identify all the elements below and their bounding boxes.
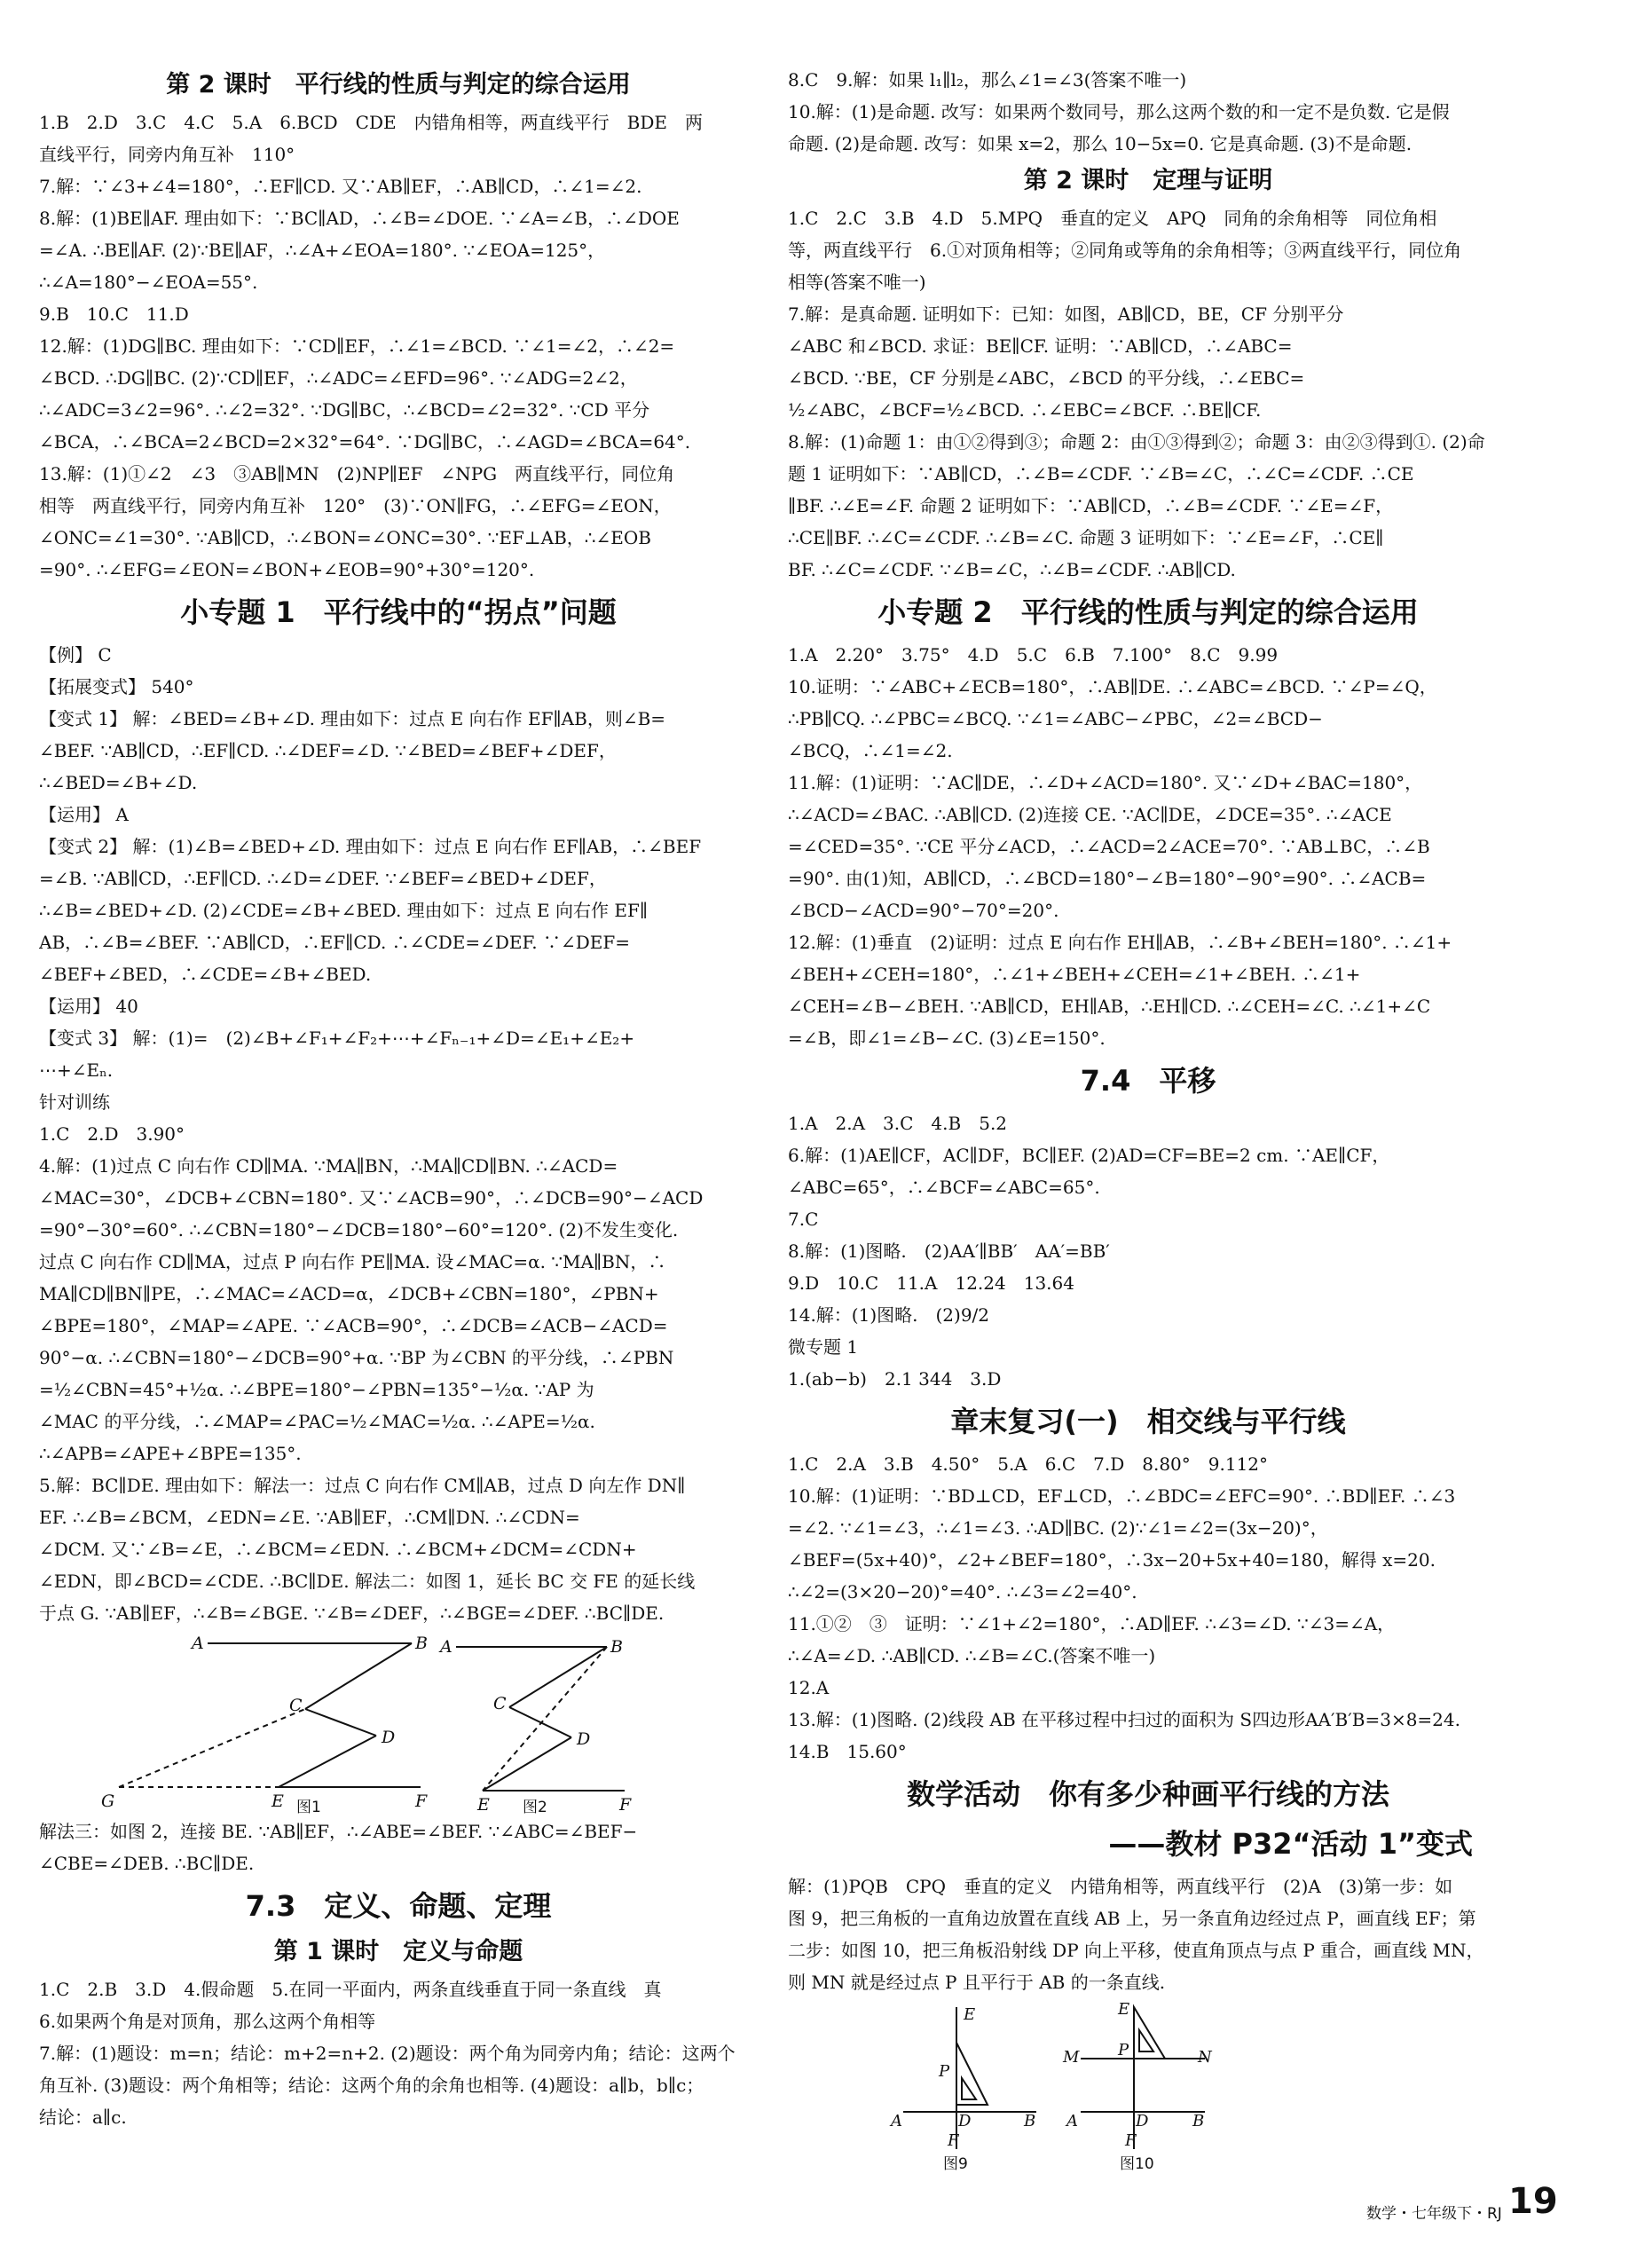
answer-line: 12.解：(1)垂直 (2)证明：过点 E 向右作 EH∥AB，∴∠B+∠BEH=180°. ∴∠1+ [788,932,1452,953]
section-title-chapter-review: 章末复习(一) 相交线与平行线 [950,1405,1346,1438]
answer-line: 命题. (2)是命题. 改写：如果 x=2，那么 10−5x=0. 它是真命题. (3)不是命题. [788,133,1413,154]
answer-line: =∠B，即∠1=∠B−∠C. (3)∠E=150°. [788,1028,1106,1049]
answer-line: 7.解：是真命题. 证明如下：已知：如图，AB∥CD，BE，CF 分别平分 [788,303,1344,325]
answer-line: ∠DCM. 又∵∠B=∠E，∴∠BCM=∠EDN. ∴∠BCM+∠DCM=∠CDN+ [39,1539,637,1560]
section-title-7-4: 7.4 平移 [1080,1064,1216,1098]
answer-line: 结论：a∥c. [39,2107,127,2128]
left-column [39,64,758,2133]
answer-line: ∠BEF+∠BED，∴∠CDE=∠B+∠BED. [39,964,372,985]
answer-line: =∠B. ∵AB∥CD，∴EF∥CD. ∴∠D=∠DEF. ∵∠BEF=∠BED+∠DEF， [39,868,607,889]
answer-line: 【拓展变式】 540° [39,676,194,697]
right-column [788,64,1508,2176]
svg-text:D: D [958,2112,972,2130]
svg-text:D: D [577,1729,591,1749]
svg-text:N: N [1198,2048,1212,2067]
answer-line: ∴∠A=∠D. ∴AB∥CD. ∴∠B=∠C.(答案不唯一) [788,1645,1156,1666]
answer-line: 14.B 15.60° [788,1741,907,1762]
answer-line: 12.解：(1)DG∥BC. 理由如下：∵CD∥EF，∴∠1=∠BCD. ∵∠1=∠2，∴∠2= [39,335,675,357]
answer-line: 13.解：(1)①∠2 ∠3 ③AB∥MN (2)NP∥EF ∠NPG 两直线平行，同位角 [39,463,675,484]
answers-lesson2 [39,106,758,586]
answer-line: ∴∠ACD=∠BAC. ∴AB∥CD. (2)连接 CE. ∵AC∥DE，∠DCE=35°. ∴∠ACE [788,804,1392,825]
answer-line: ∴∠2=(3×20−20)°=40°. ∴∠3=∠2=40°. [788,1581,1137,1603]
svg-text:E: E [1118,2000,1130,2019]
answer-line: 1.A 2.20° 3.75° 4.D 5.C 6.B 7.100° 8.C 9.99 [788,644,1279,665]
answer-line: 1.C 2.D 3.90° [39,1123,185,1145]
answer-line: ∠ONC=∠1=30°. ∵AB∥CD，∴∠BON=∠ONC=30°. ∵EF⊥AB，∴∠EOB [39,527,651,548]
svg-text:B: B [1024,2112,1036,2130]
answer-line: 1.B 2.D 3.C 4.C 5.A 6.BCD CDE 内错角相等，两直线平行 BDE 两 [39,112,703,133]
answer-line: 1.(ab−b) 2.1 344 3.D [788,1368,1002,1390]
answer-line: 7.解：∵∠3+∠4=180°，∴EF∥CD. 又∵AB∥EF，∴AB∥CD，∴∠1=∠2. [39,176,642,197]
answer-line: AB，∴∠B=∠BEF. ∵AB∥CD，∴EF∥CD. ∴∠CDE=∠DEF. ∵∠DEF= [39,932,631,953]
answer-line: 角互补. (3)题设：两个角相等；结论：这两个角的余角也相等. (4)题设：a∥b，b∥c； [39,2075,704,2096]
answer-line: 8.解：(1)图略. (2)AA′∥BB′ AA′=BB′ [788,1240,1110,1262]
answer-line: 等，两直线平行 6.①对顶角相等；②同角或等角的余角相等；③两直线平行，同位角 [788,240,1462,261]
answer-line: 【例】 C [39,644,112,665]
answer-line: 7.C [788,1209,819,1230]
svg-text:B: B [1192,2112,1205,2130]
answers-special-topic-2 [788,639,1508,1054]
svg-text:C: C [493,1694,507,1713]
answer-line: =∠2. ∵∠1=∠3，∴∠1=∠3. ∴AD∥BC. (2)∵∠1=∠2=(3x−20)°， [788,1517,1328,1539]
answer-line: 【运用】 A [39,804,129,825]
figure-2-caption: 图2 [523,1799,547,1815]
answer-line: ∴∠A=180°−∠EOA=55°. [39,272,258,293]
answer-line: ∠BCD. ∴DG∥BC. (2)∵CD∥EF，∴∠ADC=∠EFD=96°. ∵∠ADG=2∠2， [39,367,638,389]
svg-text:A: A [1066,2112,1078,2130]
answer-line: ∠BCQ，∴∠1=∠2. [788,740,953,761]
svg-text:F: F [948,2131,959,2150]
section-title-special-topic-2: 小专题 2 平行线的性质与判定的综合运用 [877,595,1419,629]
answer-line: ∠BCD. ∵BE，CF 分别是∠ABC，∠BCD 的平分线，∴∠EBC= [788,367,1305,389]
section-title-math-activity: 数学活动 你有多少种画平行线的方法 [906,1777,1389,1811]
footer-subject: 数学・七年级下・RJ [1366,2205,1502,2223]
answer-line: 图 9，把三角板的一直角边放置在直线 AB 上，另一条直角边经过点 P，画直线 EF；第 [788,1908,1476,1929]
geometry-figures-1-2 [39,1629,758,1815]
answer-line: =½∠CBN=45°+½α. ∴∠BPE=180°−∠PBN=135°−½α. ∵AP 为 [39,1379,594,1400]
answer-line: 于点 G. ∵AB∥EF，∴∠B=∠BGE. ∵∠B=∠DEF，∴∠BGE=∠DEF. ∴BC∥DE. [39,1603,665,1624]
answer-line: 1.A 2.A 3.C 4.B 5.2 [788,1113,1008,1134]
answer-line: 10.证明：∵∠ABC+∠ECB=180°，∴AB∥DE. ∴∠ABC=∠BCD. ∵∠P=∠Q， [788,676,1437,697]
geometry-figures-9-10 [788,1998,1508,2176]
svg-text:F: F [415,1792,428,1811]
answer-line: 1.C 2.A 3.B 4.50° 5.A 6.C 7.D 8.80° 9.112° [788,1453,1269,1475]
answer-line: 4.解：(1)过点 C 向右作 CD∥MA. ∵MA∥BN，∴MA∥CD∥BN. ∴∠ACD= [39,1155,618,1177]
answer-line: 1.C 2.C 3.B 4.D 5.MPQ 垂直的定义 APQ 同角的余角相等 同位角相 [788,208,1437,229]
svg-text:P: P [939,2062,950,2081]
svg-text:E: E [964,2005,976,2024]
svg-text:E: E [272,1792,284,1811]
answer-line: ∠BEF=(5x+40)°，∠2+∠BEF=180°，∴3x−20+5x+40=180，解得 x=20. [788,1549,1436,1571]
answer-line: =∠A. ∴BE∥AF. (2)∵BE∥AF，∴∠A+∠EOA=180°. ∵∠EOA=125°， [39,240,606,261]
figure-9-caption: 图9 [943,2155,968,2173]
answer-line: ½∠ABC，∠BCF=½∠BCD. ∴∠EBC=∠BCF. ∴BE∥CF. [788,399,1262,421]
svg-text:A: A [891,2112,902,2130]
answer-line: 相等(答案不唯一) [788,272,926,293]
page-number: 19 [1508,2181,1558,2222]
answer-line: ∠BCA，∴∠BCA=2∠BCD=2×32°=64°. ∵DG∥BC，∴∠AGD=∠BCA=64°. [39,431,691,453]
answer-line: 9.D 10.C 11.A 12.24 13.64 [788,1272,1074,1294]
answer-line: =90°. ∴∠EFG=∠EON=∠BON+∠EOB=90°+30°=120°. [39,559,535,580]
answers-top-right [788,64,1508,160]
section-title-theorem-proof: 第 2 课时 定理与证明 [1023,167,1273,194]
svg-text:B: B [415,1634,428,1653]
answers-7-4 [788,1107,1508,1395]
svg-text:G: G [101,1792,115,1811]
answer-line: ∠ABC=65°，∴∠BCF=∠ABC=65°. [788,1177,1100,1198]
answer-line: 相等 两直线平行，同旁内角互补 120° (3)∵ON∥FG，∴∠EFG=∠EON， [39,495,672,516]
svg-text:M: M [1063,2048,1080,2067]
answer-line: =90°. 由(1)知，AB∥CD，∴∠BCD=180°−∠B=180°−90°=90°. ∴∠ACB= [788,868,1427,889]
answer-line: ∠MAC 的平分线，∴∠MAP=∠PAC=½∠MAC=½α. ∴∠APE=½α. [39,1411,595,1432]
svg-text:D: D [382,1728,396,1747]
answer-line: ∠MAC=30°，∠DCB+∠CBN=180°. 又∵∠ACB=90°，∴∠DCB=90°−∠ACD [39,1187,704,1209]
answer-line: 11.解：(1)证明：∵AC∥DE，∴∠D+∠ACD=180°. 又∵∠D+∠BAC=180°， [788,772,1423,793]
answer-line: ∠BEF. ∵AB∥CD，∴EF∥CD. ∴∠DEF=∠D. ∵∠BED=∠BEF+∠DEF， [39,740,617,761]
answer-line: ∴∠B=∠BED+∠D. (2)∠CDE=∠B+∠BED. 理由如下：过点 E 向右作 EF∥ [39,900,649,921]
answer-line: ⋯+∠Eₙ. [39,1059,114,1081]
answer-line: 【运用】 40 [39,996,138,1017]
answer-line: BF. ∴∠C=∠CDF. ∵∠B=∠C，∴∠B=∠CDF. ∴AB∥CD. [788,559,1236,580]
answer-line: EF. ∴∠B=∠BCM，∠EDN=∠E. ∵AB∥EF，∴CM∥DN. ∴∠CDN= [39,1507,580,1528]
svg-text:F: F [619,1795,632,1815]
answer-line: ∴CE∥BF. ∴∠C=∠CDF. ∴∠B=∠C. 命题 3 证明如下：∵∠E=∠F，∴CE∥ [788,527,1384,548]
answer-line: 5.解：BC∥DE. 理由如下：解法一：过点 C 向右作 CM∥AB，过点 D 向左作 DN∥ [39,1475,686,1496]
svg-text:P: P [1118,2041,1129,2059]
answer-line: ∠BEH+∠CEH=180°，∴∠1+∠BEH+∠CEH=∠1+∠BEH. ∴∠1+ [788,964,1361,985]
answer-line: 则 MN 就是经过点 P 且平行于 AB 的一条直线. [788,1972,1166,1993]
answers-special-topic-1 [39,639,758,1629]
answer-line: ∥BF. ∴∠E=∠F. 命题 2 证明如下：∵AB∥CD，∴∠B=∠CDF. ∵∠E=∠F， [788,495,1394,516]
answer-line: 7.解：(1)题设：m=n；结论：m+2=n+2. (2)题设：两个角为同旁内角；结论：这两个 [39,2043,736,2064]
svg-text:E: E [477,1795,490,1815]
answer-line: 90°−α. ∴∠CBN=180°−∠DCB=90°+α. ∵BP 为∠CBN 的平分线，∴∠PBN [39,1347,674,1368]
page-footer [1366,2181,1597,2234]
answer-line: =∠CED=35°. ∵CE 平分∠ACD，∴∠ACD=2∠ACE=70°. ∵AB⊥BC，∴∠B [788,836,1430,857]
answer-line: 12.A [788,1677,830,1698]
answer-line: 8.解：(1)命题 1：由①②得到③；命题 2：由①③得到②；命题 3：由②③得到①. (2)命 [788,431,1485,453]
svg-text:A: A [440,1637,452,1657]
answer-line: ∠EDN，即∠BCD=∠CDE. ∴BC∥DE. 解法二：如图 1，延长 BC 交 FE 的延长线 [39,1571,696,1592]
answer-line: 【变式 3】 解：(1)= (2)∠B+∠F₁+∠F₂+⋯+∠Fₙ₋₁+∠D=∠E₁+∠E₂+ [39,1028,635,1049]
answer-line: 10.解：(1)证明：∵BD⊥CD，EF⊥CD，∴∠BDC=∠EFC=90°. ∴BD∥EF. ∴∠3 [788,1485,1456,1507]
answer-line: 1.C 2.B 3.D 4.假命题 5.在同一平面内，两条直线垂直于同一条直线 真 [39,1979,662,2000]
section-title-7-3: 7.3 定义、命题、定理 [245,1889,552,1923]
answer-line: ∴∠BED=∠B+∠D. [39,772,198,793]
answers-chapter-review [788,1448,1508,1768]
answer-line: 题 1 证明如下：∵AB∥CD，∴∠B=∠CDF. ∵∠B=∠C，∴∠C=∠CDF. ∴CE [788,463,1414,484]
answer-line: 6.如果两个角是对顶角，那么这两个角相等 [39,2011,376,2032]
figure-9-and-10 [788,1998,1508,2176]
answers-method-3 [39,1815,758,1879]
figure-1-and-2 [39,1629,758,1815]
answer-line: 8.解：(1)BE∥AF. 理由如下：∵BC∥AD，∴∠B=∠DOE. ∵∠A=∠B，∴∠DOE [39,208,680,229]
answer-line: 11.①② ③ 证明：∵∠1+∠2=180°，∴AD∥EF. ∴∠3=∠D. ∵∠3=∠A， [788,1613,1396,1634]
answer-line: ∴PB∥CQ. ∴∠PBC=∠BCQ. ∵∠1=∠ABC−∠PBC，∠2=∠BCD− [788,708,1323,729]
section-title-special-topic-1: 小专题 1 平行线中的“拐点”问题 [180,595,617,629]
answer-line: 解法三：如图 2，连接 BE. ∵AB∥EF，∴∠ABE=∠BEF. ∵∠ABC=∠BEF− [39,1821,638,1842]
figure-1-caption: 图1 [296,1799,321,1815]
section-title-lesson2: 第 2 课时 平行线的性质与判定的综合运用 [166,71,631,98]
answer-line: 微专题 1 [788,1336,859,1358]
answer-line: 【变式 2】 解：(1)∠B=∠BED+∠D. 理由如下：过点 E 向右作 EF∥AB，∴∠BEF [39,836,702,857]
answer-line: ∠BCD−∠ACD=90°−70°=20°. [788,900,1059,921]
answer-line: 针对训练 [39,1091,110,1113]
section-title-lesson1: 第 1 课时 定义与命题 [273,1938,523,1965]
answer-line: ∠CEH=∠B−∠BEH. ∵AB∥CD，EH∥AB，∴EH∥CD. ∴∠CEH=∠C. ∴∠1+∠C [788,996,1431,1017]
answer-line: ∠BPE=180°，∠MAP=∠APE. ∵∠ACB=90°，∴∠DCB=∠ACB−∠ACD= [39,1315,668,1336]
answer-line: 二步：如图 10，把三角板沿射线 DP 向上平移，使直角顶点与点 P 重合，画直线 MN， [788,1940,1484,1961]
answer-line: ∠ABC 和∠BCD. 求证：BE∥CF. 证明：∵AB∥CD，∴∠ABC= [788,335,1293,357]
svg-text:C: C [289,1696,303,1715]
svg-text:D: D [1136,2112,1149,2130]
answer-line: 13.解：(1)图略. (2)线段 AB 在平移过程中扫过的面积为 S四边形AA′B′B=3×8=24. [788,1709,1460,1730]
answer-line: ∴∠ADC=3∠2=96°. ∴∠2=32°. ∵DG∥BC，∴∠BCD=∠2=32°. ∵CD 平分 [39,399,650,421]
answer-line: 直线平行，同旁内角互补 110° [39,144,295,165]
answer-line: 6.解：(1)AE∥CF，AC∥DF，BC∥EF. (2)AD=CF=BE=2 cm. ∵AE∥CF， [788,1145,1390,1166]
answer-line: ∠CBE=∠DEB. ∴BC∥DE. [39,1853,255,1874]
svg-text:A: A [192,1634,204,1653]
answer-line: 14.解：(1)图略. (2)9/2 [788,1304,990,1326]
answer-line: ∴∠APB=∠APE+∠BPE=135°. [39,1443,302,1464]
answers-theorem-proof [788,202,1508,586]
figure-10-caption: 图10 [1120,2155,1154,2173]
answer-line: 8.C 9.解：如果 l₁∥l₂，那么∠1=∠3(答案不唯一) [788,69,1187,91]
answer-line: =90°−30°=60°. ∴∠CBN=180°−∠DCB=180°−60°=120°. (2)不发生变化. [39,1219,679,1240]
svg-text:B: B [610,1637,623,1657]
svg-text:F: F [1125,2131,1137,2150]
answer-line: 过点 C 向右作 CD∥MA，过点 P 向右作 PE∥MA. 设∠MAC=α. ∵MA∥BN，∴ [39,1251,666,1272]
answer-line: 10.解：(1)是命题. 改写：如果两个数同号，那么这两个数的和一定不是负数. 它是假 [788,101,1450,122]
answer-line: MA∥CD∥BN∥PE，∴∠MAC=∠ACD=α，∠DCB+∠CBN=180°，∠PBN+ [39,1283,659,1304]
section-subtitle-math-activity: ——教材 P32“活动 1”变式 [1108,1827,1473,1861]
answer-line: 9.B 10.C 11.D [39,303,189,325]
answer-line: 【变式 1】 解：∠BED=∠B+∠D. 理由如下：过点 E 向右作 EF∥AB，则∠B= [39,708,666,729]
answers-lesson1 [39,1973,758,2133]
answers-math-activity [788,1870,1508,1998]
answer-line: 解：(1)PQB CPQ 垂直的定义 内错角相等，两直线平行 (2)A (3)第一步：如 [788,1876,1453,1897]
